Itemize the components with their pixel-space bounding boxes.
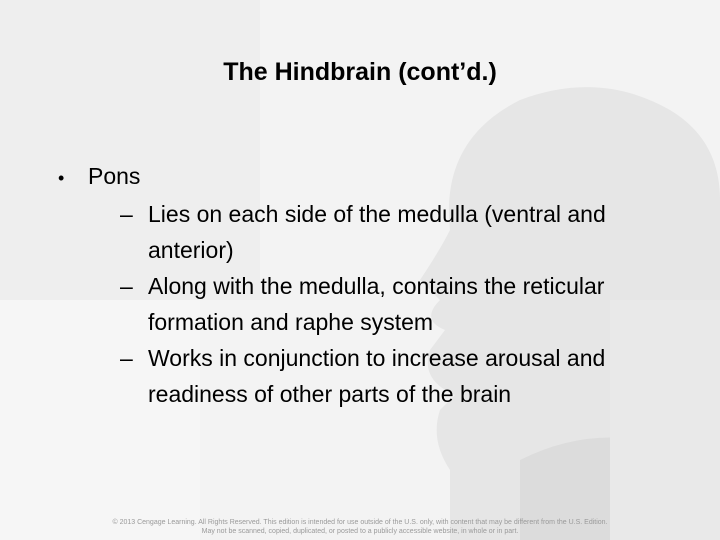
sub-bullet-text: Lies on each side of the medulla (ventral and anterior)	[148, 201, 606, 263]
bullet-symbol: •	[58, 168, 65, 188]
sub-bullet-text: Along with the medulla, contains the reticular formation and raphe system	[148, 273, 605, 335]
slide-title: The Hindbrain (cont’d.)	[223, 58, 497, 86]
bullet-item-pons	[58, 158, 678, 196]
sub-bullet-item	[120, 196, 678, 268]
sub-bullet-dash: –	[120, 273, 133, 299]
sub-bullet-dash: –	[120, 345, 133, 371]
sub-bullet-text: Works in conjunction to increase arousal and readiness of other parts of the brain	[148, 345, 606, 407]
sub-bullet-item	[120, 268, 678, 340]
bullet-label: Pons	[88, 163, 141, 189]
copyright-footer	[40, 518, 680, 536]
sub-bullet-list	[120, 196, 678, 412]
copyright-line-2: May not be scanned, copied, duplicated, or posted to a publicly accessible website, in whole or in part.	[201, 528, 519, 535]
sub-bullet-item	[120, 340, 678, 412]
sub-bullet-dash: –	[120, 201, 133, 227]
copyright-line-1: © 2013 Cengage Learning. All Rights Reserved. This edition is intended for use outside of the U.S. only, with content that may be different from the U.S. Edition.	[112, 519, 608, 526]
slide-content	[58, 158, 678, 412]
